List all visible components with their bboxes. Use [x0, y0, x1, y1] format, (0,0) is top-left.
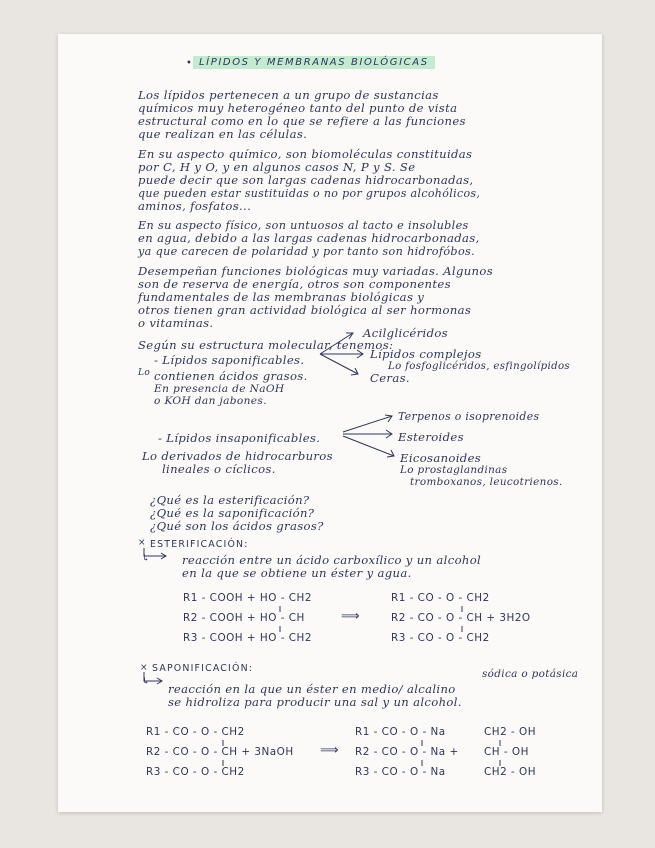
- quimico-line-2: por C, H y O, y en algunos casos N, P y S. Se: [138, 160, 416, 174]
- sapon-alcohol-2: CH - OH: [484, 746, 529, 758]
- esterificacion-heading: ESTERIFICACIÓN:: [150, 539, 249, 550]
- funciones-line-5: o vitaminas.: [138, 316, 214, 330]
- fisico-line-3: ya que carecen de polaridad y por tanto son hidrofóbos.: [138, 245, 476, 258]
- branch-prostaglandinas: Lo prostaglandinas: [400, 464, 508, 476]
- page-title: LÍPIDOS Y MEMBRANAS BIOLÓGICAS: [193, 56, 435, 69]
- sapon-alcohol-3: CH2 - OH: [484, 766, 537, 778]
- ester-right-2: R2 - CO - O - CH + 3H2O: [391, 612, 531, 624]
- quimico-line-4: que pueden estar sustituidas o no por grupos alcohólicos,: [138, 187, 481, 200]
- funciones-line-4: otros tienen gran actividad biológica al ser hormonas: [138, 303, 472, 317]
- sapon-reaction-arrow: ⟹: [320, 743, 340, 758]
- branch-ceras: Ceras.: [370, 371, 410, 385]
- ester-left-3: R3 - COOH + HO - CH2: [183, 632, 312, 644]
- saponificables-desc-3: o KOH dan jabones.: [154, 395, 267, 407]
- ester-left-1: R1 - COOH + HO - CH2: [183, 592, 312, 604]
- branch-lipidos-complejos: Lípidos complejos: [370, 347, 482, 361]
- saponificacion-desc-1: reacción en la que un éster en medio/ alcalino: [168, 682, 456, 696]
- intro-line-2: químicos muy heterogéneo tanto del punto de vista: [138, 101, 458, 115]
- branch-terpenos: Terpenos o isoprenoides: [398, 410, 540, 423]
- branch-esteroides: Esteroides: [398, 430, 464, 444]
- ester-right-3: R3 - CO - O - CH2: [391, 632, 490, 644]
- quimico-line-5: aminos, fosfatos...: [138, 199, 252, 213]
- saponificables-desc-1: contienen ácidos grasos.: [154, 369, 308, 383]
- saponificacion-bullet: ×: [140, 663, 148, 673]
- branch-tromboxanos: tromboxanos, leucotrienos.: [410, 476, 563, 488]
- esterificacion-desc-1: reacción entre un ácido carboxílico y un alcohol: [182, 553, 482, 567]
- question-2: ¿Qué es la saponificación?: [150, 506, 315, 520]
- arrow-to-ceras: [320, 354, 358, 374]
- estructura-intro: Según su estructura molecular, tenemos:: [138, 338, 394, 352]
- branch-fosfogliceridos: Lo fosfoglicéridos, esfingolípidos: [388, 361, 571, 372]
- ester-left-2: R2 - COOH + HO - CH: [183, 612, 305, 624]
- esterificacion-arrow-note: ↳: [142, 554, 150, 564]
- ester-reaction-arrow: ⟹: [341, 609, 361, 624]
- hook-arrow-esterificacion: [144, 548, 166, 556]
- branch-eicosanoides: Eicosanoides: [400, 451, 482, 465]
- intro-line-3: estructural como en lo que se refiere a las funciones: [138, 114, 466, 128]
- insaponificables-label: - Lípidos insaponificables.: [158, 431, 321, 445]
- sapon-left-2: R2 - CO - O - CH + 3NaOH: [146, 746, 294, 758]
- quimico-line-1: En su aspecto químico, son biomoléculas constituidas: [138, 147, 473, 161]
- question-3: ¿Qué son los ácidos grasos?: [150, 519, 324, 533]
- arrow-to-eicosanoides: [343, 436, 394, 456]
- saponificacion-arrow-note: ↳: [142, 677, 150, 687]
- esterificacion-desc-2: en la que se obtiene un éster y agua.: [182, 566, 412, 580]
- funciones-line-2: son de reserva de energía, otros son componentes: [138, 277, 451, 291]
- fisico-line-1: En su aspecto físico, son untuosos al tacto e insolubles: [138, 219, 469, 232]
- sapon-left-1: R1 - CO - O - CH2: [146, 726, 245, 738]
- sapon-alcohol-1: CH2 - OH: [484, 726, 537, 738]
- fisico-line-2: en agua, debido a las largas cadenas hidrocarbonadas,: [138, 231, 480, 245]
- funciones-line-1: Desempeñan funciones biológicas muy variadas. Algunos: [138, 264, 494, 278]
- funciones-line-3: fundamentales de las membranas biológicas y: [138, 290, 425, 304]
- hand-drawn-arrows: [58, 34, 602, 812]
- intro-line-4: que realizan en las células.: [138, 127, 308, 141]
- saponificables-desc-2: En presencia de NaOH: [154, 383, 285, 395]
- saponificables-arrow-note: Lo: [138, 368, 151, 378]
- insaponificables-desc-1: Lo derivados de hidrocarburos: [142, 449, 333, 463]
- saponificacion-heading: SAPONIFICACIÓN:: [152, 663, 254, 674]
- saponificacion-note: sódica o potásica: [482, 668, 579, 680]
- question-1: ¿Qué es la esterificación?: [150, 493, 310, 507]
- esterificacion-bullet: ×: [138, 538, 146, 548]
- saponificacion-desc-2: se hidroliza para producir una sal y un alcohol.: [168, 695, 462, 709]
- sapon-right-3: R3 - CO - O - Na: [355, 766, 446, 778]
- notebook-page: [58, 34, 602, 812]
- quimico-line-3: puede decir que son largas cadenas hidrocarbonadas,: [138, 173, 474, 187]
- sapon-left-3: R3 - CO - O - CH2: [146, 766, 245, 778]
- branch-acilgliceridos: Acilglicéridos: [363, 326, 448, 340]
- arrow-to-terpenos: [343, 416, 392, 432]
- insaponificables-desc-2: lineales o cíclicos.: [162, 462, 276, 476]
- sapon-right-1: R1 - CO - O - Na: [355, 726, 446, 738]
- sapon-right-2: R2 - CO - O - Na +: [355, 746, 459, 758]
- saponificables-label: - Lípidos saponificables.: [154, 353, 305, 367]
- title-bullet: •: [186, 58, 192, 69]
- ester-right-1: R1 - CO - O - CH2: [391, 592, 490, 604]
- arrow-to-acilgliceridos: [320, 333, 353, 354]
- intro-line-1: Los lípidos pertenecen a un grupo de sustancias: [138, 88, 439, 102]
